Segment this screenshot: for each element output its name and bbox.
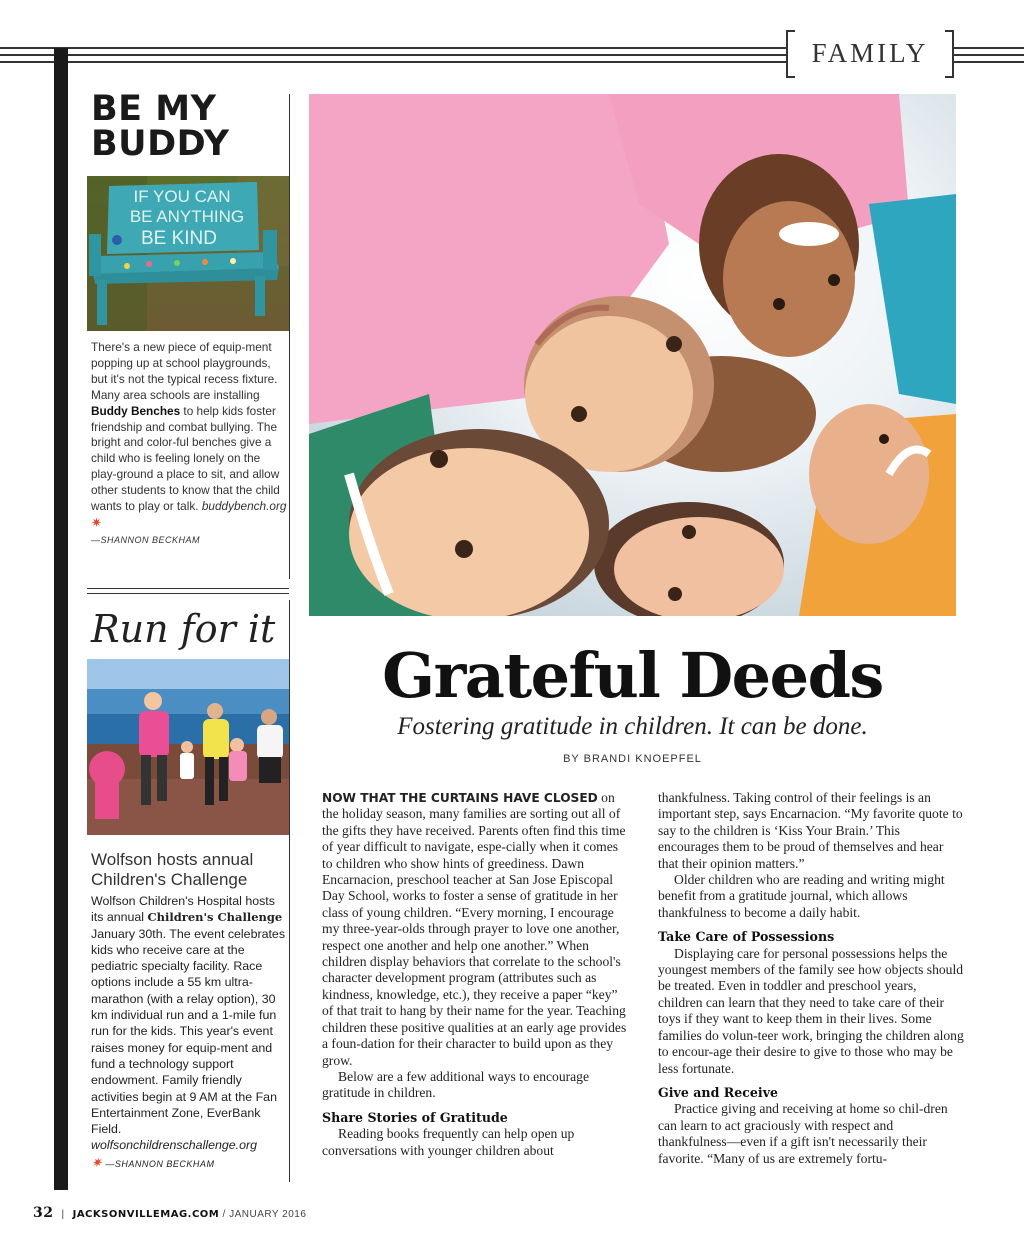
article-paragraph-6: Displaying care for personal possessions helps the youngest members of the family see how objects should be treated. Even in toddler and preschool years, children can learn that they need to take care of their toys if they want to keep them in their lives. Some families do volun-teer work, bringing the children along to encour-age their desire to give to those who may be less fortunate. [658,945,964,1076]
article-paragraph-5: Older children who are reading and writing might benefit from a gratitude journal, which allows thankfulness to become a daily habit. [658,872,945,920]
buddy-url-link[interactable]: buddybench.org [201,499,287,514]
subhead-share-stories: Share Stories of Gratitude [322,1109,508,1125]
sidebar-divider-bottom [289,600,290,1182]
asterisk-icon: ✷ [91,514,102,530]
section-label: FAMILY [811,37,929,68]
bracket-left-icon [786,30,795,78]
article-paragraph-1 [322,790,628,1069]
wolfson-heading-line-1: Wolfson hosts annual [91,850,254,869]
article-paragraph-4: thankfulness. Taking control of their feelings is an important step, says Encarnacion. “My favorite quote to say to the children is ‘Kiss Your Brain.’ This encourages them to be proud of themselves and hear that their opinion matters.” [658,790,963,871]
buddy-byline: —SHANNON BECKHAM [91,534,201,545]
subhead-take-care: Take Care of Possessions [658,929,835,945]
buddy-title [91,89,287,164]
bench-text-line-3: BE KIND [140,228,218,249]
subhead-give-receive: Give and Receive [658,1084,779,1100]
children-circle-illustration [309,94,956,616]
asterisk-icon: ✷ [91,1154,103,1170]
article-paragraph-3: Reading books frequently can help open up conversations with younger children about [322,1126,575,1158]
wolfson-url-link[interactable]: wolfsonchildrenschallenge.org [91,1138,257,1153]
bench-text-line-1: IF YOU CAN [133,187,231,206]
sidebar-divider-top [289,94,290,579]
article-headline: Grateful Deeds [382,639,883,712]
article-paragraph-7: Practice giving and receiving at home so chil-dren can learn to act graciously with respect and thankfulness—even if a gift isn't necessarily their favorite. “Many of us are extremely fortu- [658,1101,948,1166]
wolfson-body-text-2: January 30th. The event celebrates kids who receive care at the pediatric specialty facility. Race options include a 55 km ultra-marathon (with a relay option), 30 km individual run and a 1-mile fun run for the kids. This year's event raises money for equip-ment and fund a technology support endowment. Family friendly activities begin at 9 AM at the Fan Entertainment Zone, EverBank Field. [91,926,286,1137]
article-lead-in: NOW THAT THE CURTAINS HAVE CLOSED [322,791,598,805]
article-paragraph-1-text: on the holiday season, many families are sorting out all of the gifts they have received. Parents often find this time of year difficult to navigate, espe-cially when it comes to children who show hints of greediness. Dawn Encarnacion, preschool teacher at San Jose Episcopal Day School, works to foster a sense of gratitude in her class of young children. “Every morning, I encourage my three-year-olds through prayer to love one another, respect one another and help one another.” When children display behaviors that correlate to the school's character development program (attributes such as kindness, knowledge, etc.), they receive a paper “key” of that trait to hang by their name for the year. Teaching children these positive qualities at an early age provides a foun-dation for their character to build upon as they grow. [322,790,627,1068]
run-title: Run for it [91,607,276,651]
footer-issue: / JANUARY 2016 [222,1209,307,1220]
wolfson-body-text: Wolfson Children's Hospital hosts its annual [91,894,275,925]
buddy-body-text: There's a new piece of equip-ment popping up at school playgrounds, but it's not the typical recess fixture. Many area schools are installing [91,340,278,402]
wolfson-byline-row [91,1155,287,1172]
footer-separator: | [61,1209,65,1220]
section-tag [786,30,954,76]
article-column-1 [322,790,628,1159]
article-author: BY BRANDI KNOEPFEL [563,753,702,765]
sidebar-section-divider [87,588,289,594]
childrens-challenge-bold: Children's Challenge [147,910,283,925]
buddy-body [91,340,287,549]
bracket-right-icon [945,30,954,78]
buddy-title-line-2: BUDDY [91,124,230,164]
article-column-2 [658,790,964,1167]
buddy-bench-photo [87,176,289,331]
page-number: 32 [33,1205,54,1221]
run-photo [87,659,289,835]
page-footer [33,1205,306,1221]
footer-site: JACKSONVILLEMAG.COM [72,1209,220,1220]
article-dek: Fostering gratitude in children. It can be done. [397,713,868,740]
buddy-body-text-2: to help kids foster friendship and combat bullying. The bright and color-ful benches give a child who is feeling lonely on the play-ground a place to sit, and allow other students to know that the child wants to play or talk. [91,403,280,514]
buddy-bench-bold: Buddy Benches [91,403,181,418]
wolfson-heading-line-2: Children's Challenge [91,870,248,889]
buddy-title-line-1: BE MY [91,89,217,129]
buddy-bench-illustration [87,176,289,331]
hero-photo [309,94,956,616]
article-paragraph-2: Below are a few additional ways to encourage gratitude in children. [322,1068,590,1101]
sidebar-accent-bar [54,48,68,1190]
wolfson-heading [91,850,287,890]
bench-text-line-2: BE ANYTHING [129,207,245,226]
wolfson-body [91,893,287,1172]
wolfson-byline: —SHANNON BECKHAM [105,1158,215,1169]
run-illustration [87,659,289,835]
